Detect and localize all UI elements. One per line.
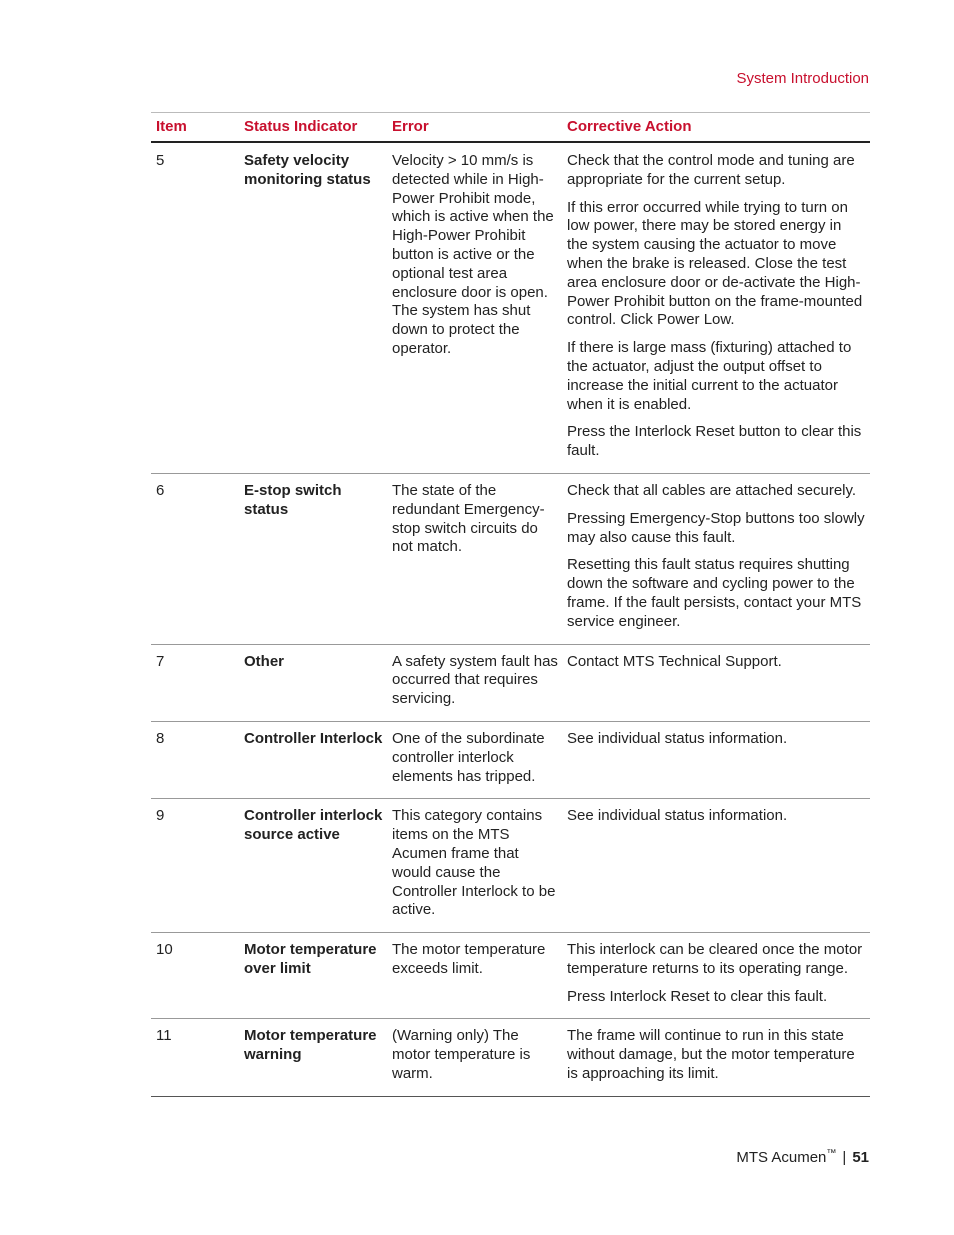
error-cell: This category contains items on the MTS Acumen frame that would cause the Controller Interlock to be active. [387,799,562,933]
status-indicator-cell: Other [239,644,387,721]
corrective-action-paragraph: Pressing Emergency-Stop buttons too slowly may also cause this fault. [567,509,865,546]
footer-separator: | [842,1149,847,1166]
corrective-action-paragraph: Contact MTS Technical Support. [567,652,782,670]
item-number-cell: 5 [151,142,239,473]
table-row [151,473,870,644]
status-indicator-cell: E-stop switch status [239,473,387,644]
corrective-action-paragraph: If this error occurred while trying to turn on low power, there may be stored energy in the system causing the actuator to move when the brake is released. Close the test area enclosure door or de-activate the High-Power Prohibit button on the frame-mounted control. Click Power Low. [567,198,863,329]
footer-product-name: MTS Acumen [736,1149,827,1166]
table-row [151,721,870,798]
corrective-action-paragraph: See individual status information. [567,729,788,747]
error-cell: Velocity > 10 mm/s is detected while in High-Power Prohibit mode, which is active when the High-Power Prohibit button is active or the optional test area enclosure door is open. The system has shut down to protect the operator. [387,142,562,473]
corrective-action-cell [562,799,870,933]
corrective-action-cell [562,142,870,473]
table-body [151,142,870,1096]
status-indicator-cell: Motor temperature over limit [239,933,387,1019]
error-cell: A safety system fault has occurred that requires servicing. [387,644,562,721]
status-indicator-cell: Controller interlock source active [239,799,387,933]
corrective-action-paragraph: Check that the control mode and tuning are appropriate for the current setup. [567,152,855,188]
status-indicator-cell: Safety velocity monitoring status [239,142,387,473]
corrective-action-cell [562,933,870,1019]
error-cell: (Warning only) The motor temperature is warm. [387,1019,562,1096]
item-number-cell: 7 [151,644,239,721]
corrective-action-paragraph: Resetting this fault status requires shutting down the software and cycling power to the frame. If the fault persists, contact your MTS service engineer. [567,556,862,630]
error-cell: One of the subordinate controller interlock elements has tripped. [387,721,562,798]
status-table [151,112,870,1097]
corrective-action-paragraph: See individual status information. [567,807,788,825]
corrective-action-paragraph: If there is large mass (fixturing) attached to the actuator, adjust the output offset to increase the initial current to the actuator when it is enabled. [567,339,852,413]
error-cell: The motor temperature exceeds limit. [387,933,562,1019]
corrective-action-cell [562,1019,870,1096]
table-row [151,799,870,933]
trademark-symbol: ™ [826,1148,837,1159]
status-table-container [151,112,870,1097]
corrective-action-paragraph: Press Interlock Reset to clear this fault. [567,987,828,1005]
table-header [151,113,870,143]
column-header-error: Error [387,113,562,143]
page-number: 51 [852,1149,869,1166]
table-row [151,1019,870,1096]
table-row [151,933,870,1019]
running-header: System Introduction [736,70,869,87]
item-number-cell: 8 [151,721,239,798]
column-header-corrective-action: Corrective Action [562,113,870,143]
item-number-cell: 9 [151,799,239,933]
item-number-cell: 10 [151,933,239,1019]
column-header-status-indicator: Status Indicator [239,113,387,143]
item-number-cell: 11 [151,1019,239,1096]
table-header-row [151,113,870,143]
corrective-action-paragraph: Press the Interlock Reset button to clear this fault. [567,423,862,460]
corrective-action-cell [562,721,870,798]
corrective-action-cell [562,473,870,644]
corrective-action-paragraph: Check that all cables are attached securely. [567,481,857,499]
table-row [151,644,870,721]
item-number-cell: 6 [151,473,239,644]
error-cell: The state of the redundant Emergency-stop switch circuits do not match. [387,473,562,644]
corrective-action-paragraph: This interlock can be cleared once the motor temperature returns to its operating range. [567,941,863,977]
status-indicator-cell: Motor temperature warning [239,1019,387,1096]
page-footer [736,1148,869,1166]
table-row [151,142,870,473]
corrective-action-paragraph: The frame will continue to run in this state without damage, but the motor temperature is approaching its limit. [567,1027,855,1083]
status-indicator-cell: Controller Interlock [239,721,387,798]
corrective-action-cell [562,644,870,721]
column-header-item: Item [151,113,239,143]
